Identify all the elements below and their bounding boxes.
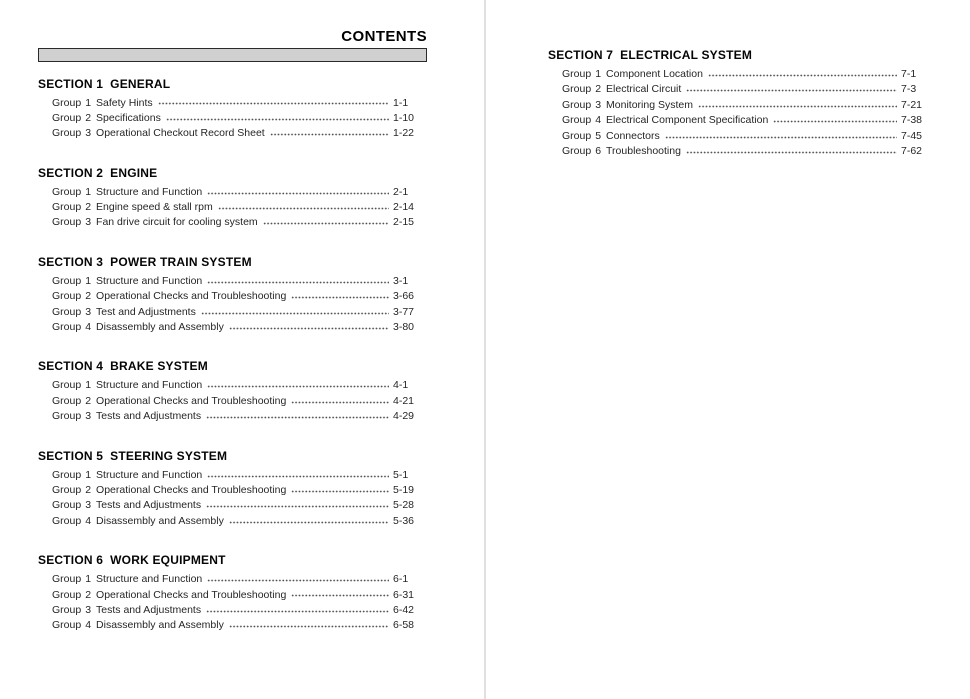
section-title: BRAKE SYSTEM [110, 359, 208, 374]
dot-leader [686, 144, 897, 159]
group-label: Group [52, 274, 82, 287]
group-title: Engine speed & stall rpm [96, 201, 213, 214]
toc-entry [38, 274, 427, 289]
group-label: Group [562, 114, 592, 127]
group-number: 2 [85, 290, 92, 303]
toc-entry [548, 67, 935, 82]
group-title: Electrical Component Specification [606, 114, 769, 127]
dot-leader [291, 289, 389, 304]
toc-section [38, 449, 427, 530]
group-title: Structure and Function [96, 379, 203, 392]
toc-entry [548, 82, 935, 97]
dot-leader [207, 378, 389, 393]
section-group-list [38, 185, 427, 231]
dot-leader [698, 98, 897, 113]
group-title: Tests and Adjustments [96, 499, 202, 512]
dot-leader [206, 409, 389, 424]
group-label: Group [52, 603, 82, 616]
right-sections [548, 48, 935, 159]
group-label: Group [52, 127, 82, 140]
group-number: 1 [85, 468, 92, 481]
group-title: Connectors [606, 129, 660, 142]
section-group-list [548, 67, 935, 159]
page-number: 7-3 [901, 83, 917, 96]
group-number: 4 [85, 514, 92, 527]
group-number: 1 [85, 185, 92, 198]
toc-section [38, 77, 427, 142]
group-label: Group [52, 185, 82, 198]
dot-leader [166, 111, 389, 126]
group-label: Group [562, 144, 592, 157]
toc-entry [38, 320, 427, 335]
page-number: 2-15 [393, 216, 415, 229]
toc-entry [38, 215, 427, 230]
section-heading [548, 48, 935, 62]
section-heading [38, 255, 427, 269]
section-heading [38, 77, 427, 91]
toc-entry [38, 468, 427, 483]
page-number: 4-1 [393, 379, 409, 392]
group-number: 1 [595, 68, 602, 80]
group-label: Group [52, 483, 82, 496]
group-label: Group [52, 394, 82, 407]
group-title: Structure and Function [96, 573, 203, 586]
group-number: 1 [85, 96, 92, 109]
page-number: 5-1 [393, 468, 409, 481]
toc-header [38, 29, 427, 62]
dot-leader [207, 468, 389, 483]
group-title: Operational Checkout Record Sheet [96, 127, 265, 140]
dot-leader [207, 185, 389, 200]
page-number: 6-42 [393, 603, 415, 616]
page-number: 6-31 [393, 588, 415, 601]
group-title: Troubleshooting [606, 144, 681, 157]
toc-entry [548, 98, 935, 113]
section-number: SECTION 3 [38, 254, 104, 269]
toc-entry [38, 572, 427, 587]
page-number: 7-38 [901, 114, 923, 127]
page-number: 5-28 [393, 499, 415, 512]
dot-leader [206, 498, 389, 513]
toc-entry [38, 305, 427, 320]
page-number: 4-21 [393, 394, 415, 407]
section-heading [38, 449, 427, 463]
page-number: 6-1 [393, 573, 409, 586]
dot-leader [229, 514, 389, 529]
section-group-list [38, 378, 427, 424]
toc-entry [38, 126, 427, 141]
group-number: 4 [85, 619, 92, 632]
group-title: Safety Hints [96, 96, 153, 109]
group-title: Tests and Adjustments [96, 603, 202, 616]
dot-leader [206, 603, 389, 618]
group-label: Group [52, 379, 82, 392]
toc-entry [548, 113, 935, 128]
group-number: 3 [595, 98, 602, 111]
dot-leader [773, 113, 897, 128]
group-number: 2 [85, 394, 92, 407]
toc-entry [38, 603, 427, 618]
section-number: SECTION 4 [38, 359, 104, 374]
page-number: 1-1 [393, 96, 409, 109]
group-title: Operational Checks and Troubleshooting [96, 588, 287, 601]
dot-leader [229, 618, 389, 633]
page-number: 3-66 [393, 290, 415, 303]
section-number: SECTION 1 [38, 76, 104, 91]
group-number: 5 [595, 129, 602, 142]
toc-entry [38, 378, 427, 393]
group-title: Disassembly and Assembly [96, 321, 224, 334]
section-title: WORK EQUIPMENT [110, 553, 226, 568]
group-label: Group [52, 216, 82, 229]
group-title: Operational Checks and Troubleshooting [96, 483, 287, 496]
group-label: Group [52, 588, 82, 601]
dot-leader [201, 305, 389, 320]
toc-entry [38, 111, 427, 126]
group-number: 1 [85, 379, 92, 392]
toc-entry [38, 588, 427, 603]
toc-entry [38, 409, 427, 424]
page-number: 7-1 [901, 68, 917, 80]
section-group-list [38, 274, 427, 336]
toc-entry [548, 144, 935, 159]
group-number: 1 [85, 573, 92, 586]
group-number: 3 [85, 410, 92, 423]
group-number: 4 [595, 114, 602, 127]
page-number: 7-21 [901, 98, 923, 111]
toc-section [38, 553, 427, 634]
dot-leader [263, 215, 389, 230]
group-number: 2 [85, 111, 92, 124]
toc-entry [38, 185, 427, 200]
dot-leader [291, 483, 389, 498]
group-title: Structure and Function [96, 185, 203, 198]
dot-leader [158, 96, 389, 111]
page-number: 7-62 [901, 144, 923, 157]
section-number: SECTION 6 [38, 553, 104, 568]
page-number: 2-14 [393, 201, 415, 214]
page-number: 2-1 [393, 185, 409, 198]
group-number: 3 [85, 216, 92, 229]
section-title: ELECTRICAL SYSTEM [620, 48, 753, 62]
group-number: 6 [595, 144, 602, 157]
group-label: Group [562, 83, 592, 96]
toc-entry [38, 483, 427, 498]
group-label: Group [52, 96, 82, 109]
group-title: Fan drive circuit for cooling system [96, 216, 258, 229]
group-number: 3 [85, 305, 92, 318]
group-label: Group [52, 514, 82, 527]
page-number: 5-19 [393, 483, 415, 496]
toc-section [38, 359, 427, 424]
toc-entry [38, 394, 427, 409]
page-number: 1-22 [393, 127, 415, 140]
group-label: Group [52, 619, 82, 632]
group-title: Operational Checks and Troubleshooting [96, 394, 287, 407]
section-group-list [38, 468, 427, 530]
group-number: 2 [595, 83, 602, 96]
section-title: ENGINE [110, 165, 158, 180]
page-number: 3-1 [393, 274, 409, 287]
section-heading [38, 166, 427, 180]
group-label: Group [52, 111, 82, 124]
toc-entry [38, 498, 427, 513]
section-title: STEERING SYSTEM [110, 448, 228, 463]
group-label: Group [52, 290, 82, 303]
group-title: Specifications [96, 111, 161, 124]
page-number: 3-80 [393, 321, 415, 334]
page-number: 3-77 [393, 305, 415, 318]
group-number: 1 [85, 274, 92, 287]
group-label: Group [52, 468, 82, 481]
dot-leader [665, 129, 897, 144]
group-title: Disassembly and Assembly [96, 619, 224, 632]
dot-leader [708, 67, 897, 82]
toc-section [548, 48, 935, 159]
dot-leader [207, 274, 389, 289]
dot-leader [229, 320, 389, 335]
left-sections [38, 77, 427, 634]
dot-leader [291, 588, 389, 603]
section-number: SECTION 5 [38, 448, 104, 463]
group-label: Group [562, 68, 592, 80]
toc-left-column [38, 29, 427, 658]
group-title: Disassembly and Assembly [96, 514, 224, 527]
page-divider [484, 0, 486, 699]
section-group-list [38, 96, 427, 142]
toc-entry [38, 96, 427, 111]
title-underline-bar [38, 48, 427, 62]
section-group-list [38, 572, 427, 634]
toc-entry [38, 200, 427, 215]
dot-leader [291, 394, 389, 409]
section-number: SECTION 7 [548, 48, 614, 62]
toc-entry [548, 129, 935, 144]
group-label: Group [52, 201, 82, 214]
group-label: Group [52, 573, 82, 586]
section-heading [38, 553, 427, 567]
group-label: Group [562, 129, 592, 142]
toc-section [38, 166, 427, 231]
group-label: Group [52, 305, 82, 318]
group-number: 3 [85, 603, 92, 616]
dot-leader [686, 82, 897, 97]
group-number: 4 [85, 321, 92, 334]
page-number: 6-58 [393, 619, 415, 632]
toc-right-column [548, 48, 935, 183]
group-title: Monitoring System [606, 98, 693, 111]
group-number: 3 [85, 127, 92, 140]
group-title: Tests and Adjustments [96, 410, 202, 423]
dot-leader [218, 200, 389, 215]
dot-leader [270, 126, 389, 141]
group-title: Component Location [606, 68, 703, 80]
toc-section [38, 255, 427, 336]
page-number: 5-36 [393, 514, 415, 527]
section-number: SECTION 2 [38, 165, 104, 180]
contents-title: CONTENTS [341, 28, 427, 45]
section-title: POWER TRAIN SYSTEM [110, 254, 252, 269]
group-label: Group [562, 98, 592, 111]
group-title: Structure and Function [96, 274, 203, 287]
group-number: 2 [85, 588, 92, 601]
group-number: 2 [85, 201, 92, 214]
toc-entry [38, 514, 427, 529]
group-number: 3 [85, 499, 92, 512]
group-title: Electrical Circuit [606, 83, 682, 96]
section-heading [38, 359, 427, 373]
toc-entry [38, 289, 427, 304]
group-label: Group [52, 321, 82, 334]
page-number: 7-45 [901, 129, 923, 142]
toc-entry [38, 618, 427, 633]
dot-leader [207, 572, 389, 587]
group-title: Test and Adjustments [96, 305, 196, 318]
page-number: 4-29 [393, 410, 415, 423]
page-number: 1-10 [393, 111, 415, 124]
section-title: GENERAL [110, 76, 171, 91]
group-label: Group [52, 499, 82, 512]
group-title: Operational Checks and Troubleshooting [96, 290, 287, 303]
group-title: Structure and Function [96, 468, 203, 481]
group-number: 2 [85, 483, 92, 496]
group-label: Group [52, 410, 82, 423]
